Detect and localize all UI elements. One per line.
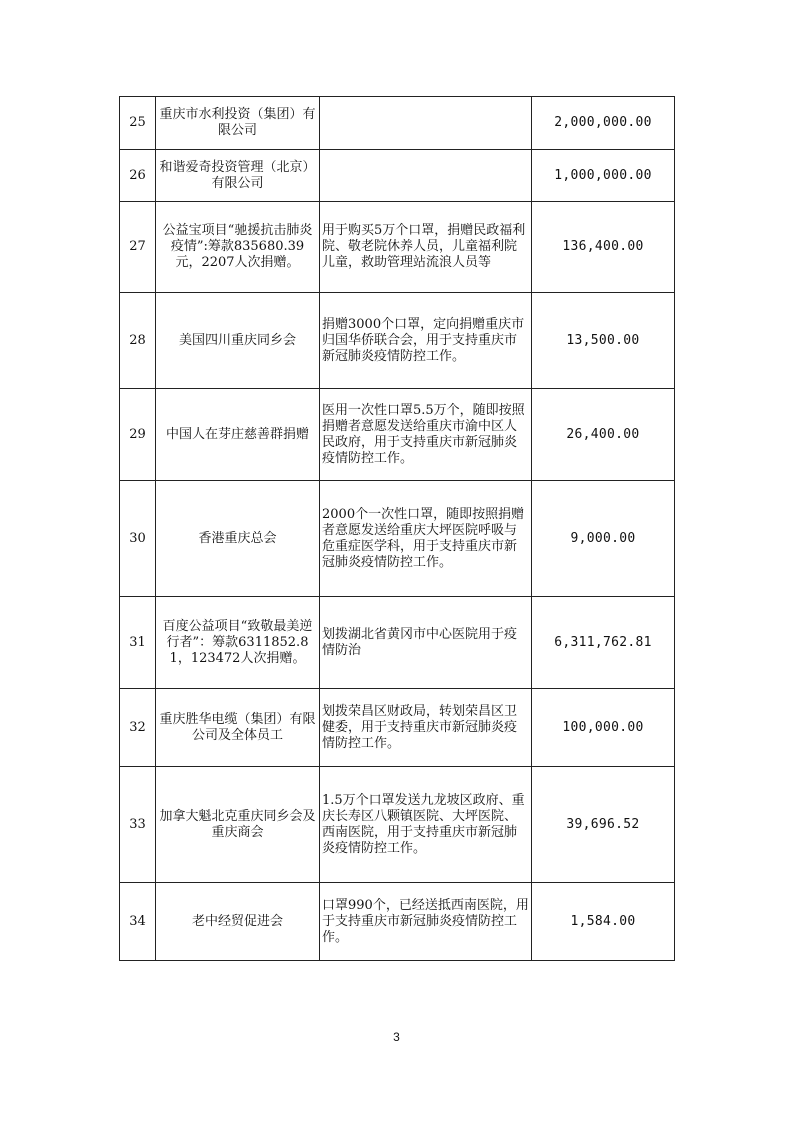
page-number: 3 — [393, 1030, 400, 1044]
table-row — [120, 481, 675, 597]
usage-description: 捐赠3000个口罩，定向捐赠重庆市归国华侨联合会，用于支持重庆市新冠肺炎疫情防控工作。 — [320, 293, 532, 389]
donation-amount: 6,311,762.81 — [532, 597, 675, 689]
donation-table — [119, 96, 675, 961]
donation-amount: 26,400.00 — [532, 389, 675, 481]
donation-amount: 39,696.52 — [532, 767, 675, 883]
usage-description — [320, 150, 532, 202]
row-number: 25 — [120, 97, 156, 150]
row-number: 30 — [120, 481, 156, 597]
table-row — [120, 597, 675, 689]
row-number: 32 — [120, 689, 156, 767]
donation-amount: 1,000,000.00 — [532, 150, 675, 202]
row-number: 26 — [120, 150, 156, 202]
usage-description: 划拨荣昌区财政局，转划荣昌区卫健委，用于支持重庆市新冠肺炎疫情防控工作。 — [320, 689, 532, 767]
table-row — [120, 293, 675, 389]
donor-name: 重庆市水利投资（集团）有限公司 — [156, 97, 320, 150]
usage-description: 1.5万个口罩发送九龙坡区政府、重庆长寿区八颗镇医院、大坪医院、西南医院，用于支持重庆市新冠肺炎疫情防控工作。 — [320, 767, 532, 883]
donor-name: 老中经贸促进会 — [156, 883, 320, 961]
donor-name: 加拿大魁北克重庆同乡会及重庆商会 — [156, 767, 320, 883]
donation-amount: 136,400.00 — [532, 202, 675, 293]
usage-description: 用于购买5万个口罩，捐赠民政福利院、敬老院休养人员，儿童福利院儿童，救助管理站流浪人员等 — [320, 202, 532, 293]
donor-name: 美国四川重庆同乡会 — [156, 293, 320, 389]
table-row — [120, 97, 675, 150]
table-row — [120, 767, 675, 883]
donation-amount: 1,584.00 — [532, 883, 675, 961]
donor-name: 百度公益项目“致敬最美逆行者”：筹款6311852.81，123472人次捐赠。 — [156, 597, 320, 689]
row-number: 29 — [120, 389, 156, 481]
table-row — [120, 150, 675, 202]
row-number: 28 — [120, 293, 156, 389]
donation-amount: 2,000,000.00 — [532, 97, 675, 150]
donor-name: 公益宝项目“驰援抗击肺炎疫情”:筹款835680.39元，2207人次捐赠。 — [156, 202, 320, 293]
donation-amount: 9,000.00 — [532, 481, 675, 597]
usage-description — [320, 97, 532, 150]
row-number: 33 — [120, 767, 156, 883]
donor-name: 中国人在芽庄慈善群捐赠 — [156, 389, 320, 481]
usage-description: 2000个一次性口罩，随即按照捐赠者意愿发送给重庆大坪医院呼吸与危重症医学科，用于支持重庆市新冠肺炎疫情防控工作。 — [320, 481, 532, 597]
usage-description: 划拨湖北省黄冈市中心医院用于疫情防治 — [320, 597, 532, 689]
row-number: 34 — [120, 883, 156, 961]
usage-description: 口罩990个，已经送抵西南医院，用于支持重庆市新冠肺炎疫情防控工作。 — [320, 883, 532, 961]
row-number: 27 — [120, 202, 156, 293]
donor-name: 和谐爱奇投资管理（北京）有限公司 — [156, 150, 320, 202]
donation-amount: 13,500.00 — [532, 293, 675, 389]
table-row — [120, 689, 675, 767]
donor-name: 重庆胜华电缆（集团）有限公司及全体员工 — [156, 689, 320, 767]
donation-amount: 100,000.00 — [532, 689, 675, 767]
table-row — [120, 202, 675, 293]
table-row — [120, 883, 675, 961]
table-row — [120, 389, 675, 481]
row-number: 31 — [120, 597, 156, 689]
donor-name: 香港重庆总会 — [156, 481, 320, 597]
usage-description: 医用一次性口罩5.5万个，随即按照捐赠者意愿发送给重庆市渝中区人民政府，用于支持重庆市新冠肺炎疫情防控工作。 — [320, 389, 532, 481]
